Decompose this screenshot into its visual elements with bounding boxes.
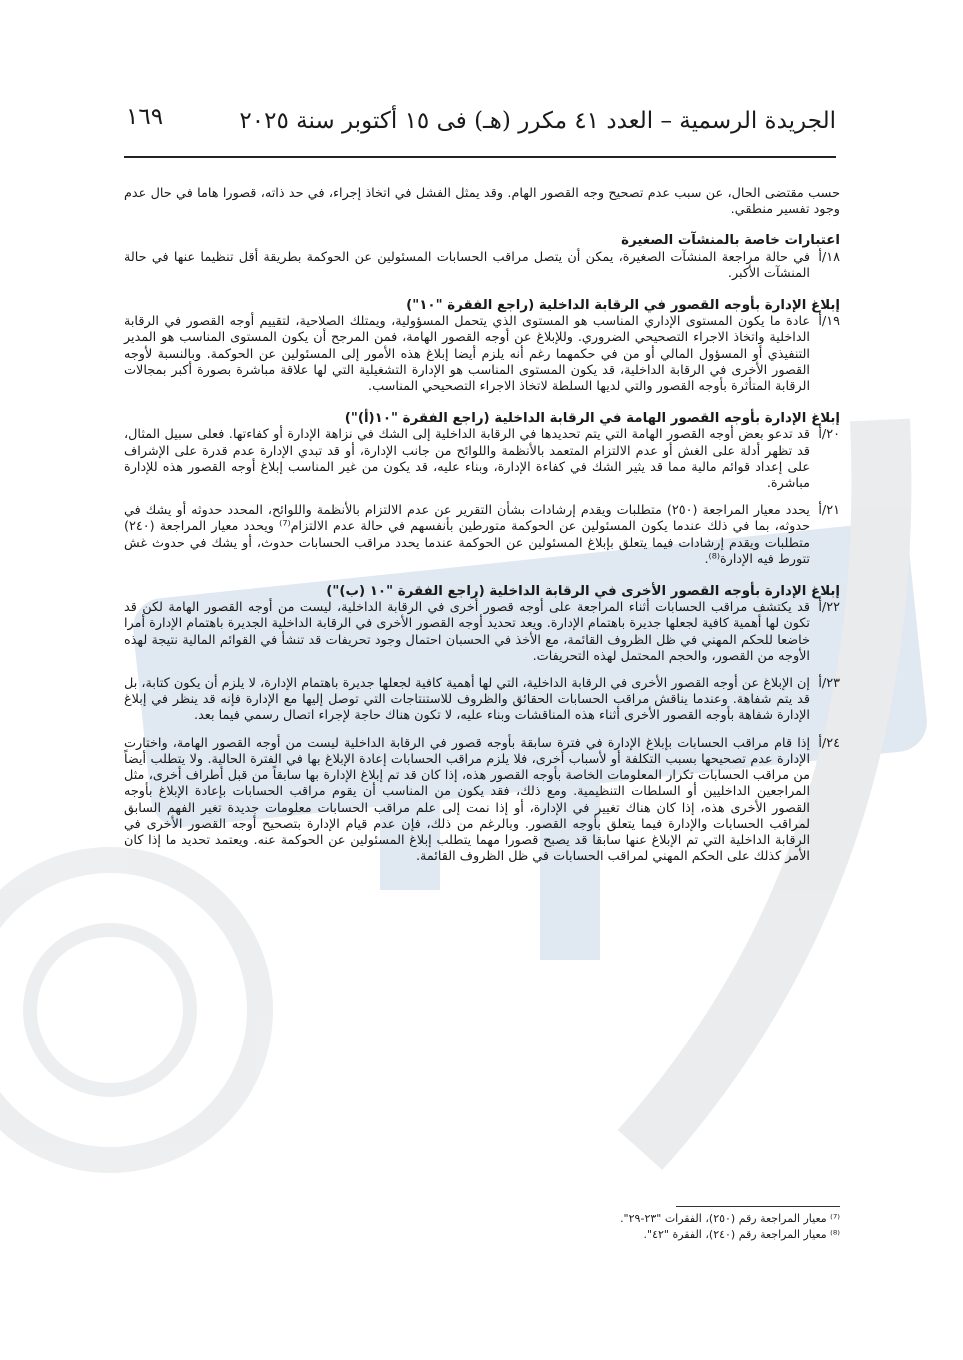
paragraph-number: ٢٣/أ — [818, 676, 840, 692]
section-title: إبلاغ الإدارة بأوجه القصور في الرقابة الداخلية (راجع الفقرة "١٠") — [406, 298, 840, 314]
section-title: إبلاغ الإدارة بأوجه القصور الأخرى في الرقابة الداخلية (راجع الفقرة "١٠ (ب)") — [326, 584, 840, 600]
paragraph-text: في حالة مراجعة المنشآت الصغيرة، يمكن أن يتصل مراقب الحسابات المسئولين عن الحوكمة بطريقة أقل تنظيما عنها في حالة المنشآت الأكبر. — [124, 249, 810, 281]
paragraph-number: ٢٢/أ — [818, 600, 840, 616]
intro-paragraph: حسب مقتضى الحال، عن سبب عدم تصحيح وجه القصور الهام. وقد يمثل الفشل في اتخاذ إجراء، في حد ذاته، قصورا هاما في حال عدم وجود تفسير منطقي. — [124, 186, 840, 218]
numbered-paragraph — [124, 736, 840, 866]
paragraph-text: يحدد معيار المراجعة (٢٥٠) متطلبات ويقدم إرشادات بشأن التقرير عن عدم الالتزام بالأنظمة واللوائح، المحدد حدوثه أو يشك في حدوثه، بما في ذلك عندما يكون المسئولين عن الحوكمة متورطين بأنفسهم في حالة عدم الالتزام⁽⁷⁾ ويحدد معيار المراجعة (٢٤٠) متطلبات ويقدم إرشادات فيما يتعلق بإبلاغ المسئولين عن الحوكمة عندما يحدد مراقب الحسابات حدوث، أو يشك في حدوث غش تتورط فيه الإدارة⁽⁸⁾. — [124, 503, 810, 567]
footnote: ⁽⁸⁾ معيار المراجعة رقم (٢٤٠)، الفقرة "٤٢". — [643, 1227, 840, 1241]
paragraph-number: ١٨/أ — [818, 249, 840, 265]
paragraph-text: قد تدعو بعض أوجه القصور الهامة التي يتم تحديدها في الرقابة الداخلية إلى الشك في نزاهة الإدارة أو كفاءتها. فعلى سبيل المثال، قد تظهر أدلة على الغش أو عدم الالتزام المتعمد بالأنظمة واللوائح من جانب الإدارة، أو قد تبدي الإدارة عدم قدرة على الإشراف على إعداد قوائم مالية مما قد يثير الشك في كفاءة الإدارة، وبناء عليه، قد يكون من غير المناسب إبلاغ أوجه القصور هذه للإدارة مباشرة. — [124, 427, 810, 492]
numbered-paragraph — [124, 250, 840, 282]
numbered-paragraph — [124, 676, 840, 725]
numbered-paragraph — [124, 503, 840, 568]
gazette-title: الجريدة الرسمية – العدد ٤١ مكرر (هـ) فى ١٥ أكتوبر سنة ٢٠٢٥ — [239, 108, 836, 134]
footnote: ⁽⁷⁾ معيار المراجعة رقم (٢٥٠)، الفقرات "٢٣-٢٩". — [620, 1212, 840, 1225]
numbered-paragraph — [124, 314, 840, 395]
page-header — [124, 104, 836, 148]
footnotes — [620, 1211, 840, 1242]
footnote-divider — [676, 1206, 840, 1207]
section-title: اعتبارات خاصة بالمنشآت الصغيرة — [621, 233, 840, 249]
numbered-paragraph — [124, 600, 840, 665]
section-title: إبلاغ الإدارة بأوجه القصور الهامة في الرقابة الداخلية (راجع الفقرة "١٠(أ)") — [344, 411, 840, 427]
paragraph-number: ١٩/أ — [818, 314, 840, 330]
document-body — [124, 186, 840, 876]
paragraph-text: إن الإبلاغ عن أوجه القصور الأخرى في الرقابة الداخلية، التي لها أهمية كافية لجعلها جديرة باهتمام الإدارة، لا يلزم أن يكون كتابة، بل قد يتم شفاهة. وعندما يناقش مراقب الحسابات الحقائق والظروف للاستنتاجات التي توصل إليها مع الإدارة فإنه قد ينظر في إبلاغ الإدارة شفاهة بأوجه القصور الأخرى أثناء هذه المناقشات وبناء عليه، لا تكون هناك حاجة لإجراء اتصال رسمي فيما بعد. — [124, 676, 810, 724]
paragraph-text: عادة ما يكون المستوى الإداري المناسب هو المستوى الذي يتحمل المسؤولية، ويمتلك الصلاحية، لتقييم أوجه القصور في الرقابة الداخلية واتخاذ الاجراء التصحيحي الضروري. وللإبلاغ عن أوجه القصور الهامة، فمن المرجح أن يكون المستوى المناسب هو المدير التنفيذي أو المسؤول المالي أو من في حكمهما رغم أنه يلزم أيضا إبلاغ هذه الأمور إلى المسئولين عن الحوكمة. وبالنسبة لأوجه القصور الأخرى في الرقابة الداخلية، قد يكون المستوى المناسب هو الإدارة التشغيلية التي لها علاقة مباشرة بصورة أكبر بمجالات الرقابة المتأثرة بأوجه القصور والتي لديها السلطة لاتخاذ الاجراء التصحيحي المناسب. — [124, 314, 810, 395]
paragraph-number: ٢٠/أ — [818, 427, 840, 443]
paragraph-text: قد يكتشف مراقب الحسابات أثناء المراجعة على أوجه قصور أخرى في الرقابة الداخلية، ليست من أوجه القصور الهامة لكن قد تكون لها أهمية كافية لجعلها جديرة باهتمام الإدارة. ويعد تحديد أوجه القصور الأخرى في الرقابة الداخلية الجديرة باهتمام الإدارة أمرا خاضعا للحكم المهني في ظل الظروف القائمة، مع الأخذ في الحسبان احتمال وجود تحريفات قد تنشأ في القوائم المالية نتيجة لهذه الأوجه من القصور، والحجم المحتمل لهذه التحريفات. — [124, 600, 810, 664]
paragraph-text: إذا قام مراقب الحسابات بإبلاغ الإدارة في فترة سابقة بأوجه قصور في الرقابة الداخلية ليست من أوجه القصور الهامة، واختارت الإدارة عدم تصحيحها بسبب التكلفة أو لأسباب أخرى، فلا يلزم مراقب الحسابات إعادة الإبلاغ بها في الفترة الحالية. ولا يتطلب أيضاً من مراقب الحسابات تكرار المعلومات الخاصة بأوجه القصور هذه، إذا كان قد تم إبلاغ الإدارة بها سابقاً من قبل أطراف أخرى، مثل المراجعين الداخليين أو السلطات التنظيمية. ومع ذلك، فقد يكون من المناسب أن يقوم مراقب الحسابات بإعادة الإبلاغ بأوجه القصور الأخرى هذه، إذا كان هناك تغيير في الإدارة، أو إذا نمت إلى علم مراقب الحسابات معلومات جديدة تغير الفهم السابق لمراقب الحسابات والإدارة فيما يتعلق بأوجه القصور. وبالرغم من ذلك، فإن عدم قيام الإدارة بتصحيح أوجه القصور الأخرى في الرقابة الداخلية التي تم الإبلاغ عنها سابقا قد يصبح قصورا مهما يتطلب إبلاغ المسئولين عن الحوكمة عنه. ويعتمد تحديد ما إذا كان الأمر كذلك على الحكم المهني لمراقب الحسابات في ظل الظروف القائمة. — [124, 735, 810, 865]
header-divider — [124, 156, 836, 158]
paragraph-number: ٢١/أ — [818, 503, 840, 519]
paragraph-number: ٢٤/أ — [818, 735, 840, 751]
page-number: ١٦٩ — [126, 104, 164, 130]
numbered-paragraph — [124, 427, 840, 492]
